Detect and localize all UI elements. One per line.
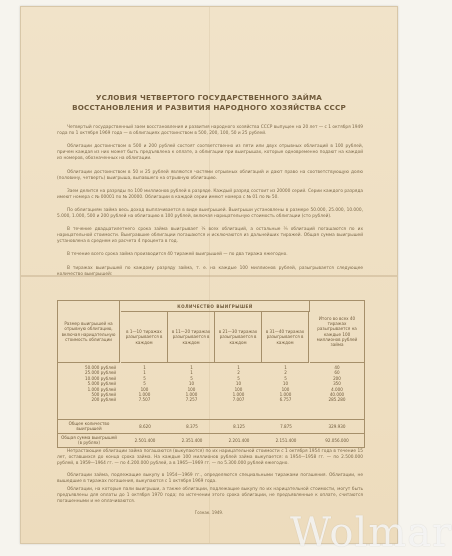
title-line-1: УСЛОВИЯ ЧЕТВЕРТОГО ГОСУДАРСТВЕННОГО ЗАЙМА bbox=[95, 93, 323, 102]
table-cell: 10.000 рублей bbox=[85, 375, 116, 381]
table-cell: 100 bbox=[234, 386, 243, 392]
table-cell: 8.125 bbox=[233, 424, 245, 429]
draws-11-20-column bbox=[168, 365, 215, 403]
table-cell: 2.151.400 bbox=[275, 438, 297, 443]
title-line-2: ВОССТАНОВЛЕНИЯ И РАЗВИТИЯ НАРОДНОГО ХОЗЯЙСТВА СССР bbox=[72, 103, 346, 112]
table-cell: 1 bbox=[237, 365, 240, 370]
table-subheader: в 1—10 тиражах разыгрывается в каждом bbox=[121, 312, 168, 363]
table-cell: 1.000 bbox=[232, 392, 245, 398]
table-cell: 5 bbox=[237, 375, 240, 381]
total-amount-row bbox=[57, 433, 365, 448]
table-header-count: КОЛИЧЕСТВО ВЫИГРЫШЕЙ bbox=[121, 301, 310, 312]
table-cell: 1 bbox=[190, 370, 193, 376]
table-cell: 10 bbox=[282, 381, 289, 387]
table-cell: 100 bbox=[140, 386, 149, 392]
table-cell: 10 bbox=[235, 381, 242, 387]
table-subheader: в 21—30 тиражах разыгрывается в каждом bbox=[215, 312, 262, 363]
table-cell: 100 bbox=[187, 386, 196, 392]
total-amount-label: Общая сумма выигрышей (в рублях) bbox=[61, 435, 117, 445]
table-cell: 2.351.400 bbox=[181, 438, 203, 443]
table-cell: 285.280 bbox=[328, 397, 346, 403]
bond-sheet bbox=[20, 6, 398, 544]
table-cell: 2 bbox=[284, 370, 287, 376]
table-cell: 6.757 bbox=[279, 397, 292, 403]
printer-imprint: Гознак. 1949. bbox=[194, 510, 224, 515]
table-cell: 40 bbox=[334, 365, 340, 370]
paragraph: Заем делится на разряды по 100 миллионов рублей в разряде. Каждый разряд состоит из 20000 серий. Серии каждого разряда имеют номера с № 00001 по № 20000. Облигации в каждой серии имеют номера с № 01 по № 50. bbox=[57, 189, 363, 201]
paragraph: Облигации достоинством в 500 и 200 рублей состоят соответственно из пяти или двух отрывных облигаций в 100 рублей, причем каждая из них может быть предъявлена к оплате, а облигации при выигрышах, которые одновременно подают на каждой из номеров, обозначенных на облигации. bbox=[57, 144, 363, 162]
table-header-total: Итого во всех 40 тиражах разыгрывается на каждые 100 миллионов рублей займа bbox=[310, 301, 364, 363]
table-cell: 329.930 bbox=[328, 424, 346, 429]
paragraph: Облигации займа, подлежащие выкупу в 1954—1969 гг., определяются специальными тиражами погашения. Облигации, не вышедшие в тиражах погашения, выкупаются с 1 октября 1969 года. bbox=[57, 473, 363, 485]
table-cell: 1.000 bbox=[185, 392, 198, 398]
table-cell: 40.000 bbox=[329, 392, 345, 398]
table-cell: 2 bbox=[237, 370, 240, 376]
table-cell: 7.875 bbox=[280, 424, 292, 429]
table-cell: 1 bbox=[190, 365, 193, 370]
total-column bbox=[310, 365, 364, 403]
paragraph: По облигациям займа весь доход выплачивается в виде выигрышей. Выигрыши установлены в размере 50.000, 25.000, 10.000, 5.000, 1.000, 500 и 200 рублей на облигацию в 100 рублей, включая нарицательную стоимость облигации (сто рублей). bbox=[57, 208, 363, 220]
wolmar-watermark: Wolmar bbox=[290, 510, 452, 556]
table-subheader: в 11—20 тиражах разыгрывается в каждом bbox=[168, 312, 215, 363]
table-cell: 2.501.400 bbox=[134, 438, 156, 443]
table-cell: 350 bbox=[333, 381, 341, 387]
table-cell: 60 bbox=[334, 370, 340, 376]
table-cell: 5 bbox=[190, 375, 193, 381]
table-cell: 5 bbox=[143, 381, 146, 387]
draws-31-40-column bbox=[262, 365, 309, 403]
table-subheader: в 31—40 тиражах разыгрывается в каждом bbox=[262, 312, 309, 363]
table-cell: 8.620 bbox=[139, 424, 151, 429]
draws-1-10-column bbox=[121, 365, 168, 403]
table-cell: 7.507 bbox=[138, 397, 151, 403]
table-cell: 1.000 рублей bbox=[87, 386, 116, 392]
table-cell: 100 bbox=[281, 386, 290, 392]
table-cell: 92.056.000 bbox=[325, 438, 349, 443]
table-cell: 5 bbox=[284, 375, 287, 381]
table-cell: 25.000 рублей bbox=[85, 370, 116, 376]
table-cell: 4.000 bbox=[331, 386, 343, 392]
table-cell: 10 bbox=[188, 381, 195, 387]
table-cell: 1 bbox=[143, 365, 146, 370]
table-cell: 200 рублей bbox=[91, 397, 116, 403]
table-cell: 5.000 рублей bbox=[87, 381, 116, 387]
paragraph: Облигации достоинством в 50 и 25 рублей являются частями отрывных облигаций и дают право на соответствующую долю (половину, четверть) выигрыша, выпавшего на отрывную облигацию. bbox=[57, 170, 363, 182]
table-cell: 7.257 bbox=[185, 397, 198, 403]
table-header-prize: Размер выигрышей на отрывную облигацию, включая нарицательную стоимость облигации bbox=[58, 301, 120, 363]
paragraph: Облигации, на которые пали выигрыши, а также облигации, подлежащие выкупу по их нарицательной стоимости, могут быть предъявлены для оплаты до 1 октября 1970 года; по истечении этого срока облигации, не предъявленные к оплате, считаются погашенными и не оплачиваются. bbox=[57, 487, 363, 505]
paragraph: Четвертый государственный заем восстановления и развития народного хозяйства СССР выпущен на 20 лет — с 1 октября 1949 года по 1 октября 1969 года — в облигациях достоинством в 500, 200, 100, 50 и 25 рублей. bbox=[57, 125, 363, 137]
table-cell: 200 bbox=[333, 375, 341, 381]
table-cell: 50.000 рублей bbox=[85, 365, 116, 370]
winnings-table bbox=[57, 300, 365, 420]
total-count-row bbox=[57, 419, 365, 434]
paragraph: В течение двадцатилетнего срока займа выигрывает ⅓ всех облигаций, а остальные ⅔ облигаций погашаются по их нарицательной стоимости. Выигравшие облигации погашаются и исключаются из дальнейших тиражей. Общая сумма выигрышей установлена в среднем из расчета 4 процента в год. bbox=[57, 227, 363, 245]
table-cell: 5 bbox=[143, 375, 146, 381]
draws-21-30-column bbox=[215, 365, 262, 403]
table-cell: 1.000 bbox=[279, 392, 292, 398]
table-cell: 500 рублей bbox=[91, 392, 116, 398]
table-cell: 2.201.400 bbox=[228, 438, 250, 443]
table-cell: 1 bbox=[143, 370, 146, 376]
table-cell: 1.000 bbox=[138, 392, 151, 398]
paragraph: В течение всего срока займа производится 40 тиражей выигрышей — по два тиража ежегодно. bbox=[67, 252, 288, 257]
prize-column bbox=[60, 365, 116, 403]
table-cell: 1 bbox=[284, 365, 287, 370]
table-cell: 7.007 bbox=[232, 397, 245, 403]
paragraph: В тиражах выигрышей по каждому разряду займа, т. е. на каждые 100 миллионов рублей, разыгрывается следующее количество выигрышей: bbox=[57, 266, 363, 278]
table-cell: 8.375 bbox=[186, 424, 198, 429]
paragraph: Нетрастающие облигации займа погашаются (выкупаются) по их нарицательной стоимости с 1 октября 1954 года в течение 15 лет, оставшихся до конца срока займа. На каждые 100 миллионов рублей займа выкупается: в 1954—1958 гг. — по 2.500.000 рублей, в 1959—1964 гг. — по 4.200.000 рублей, а в 1965—1969 гг. — по 5.300.000 рублей ежегодно. bbox=[57, 449, 363, 467]
total-count-label: Общее количество выигрышей bbox=[68, 421, 110, 431]
